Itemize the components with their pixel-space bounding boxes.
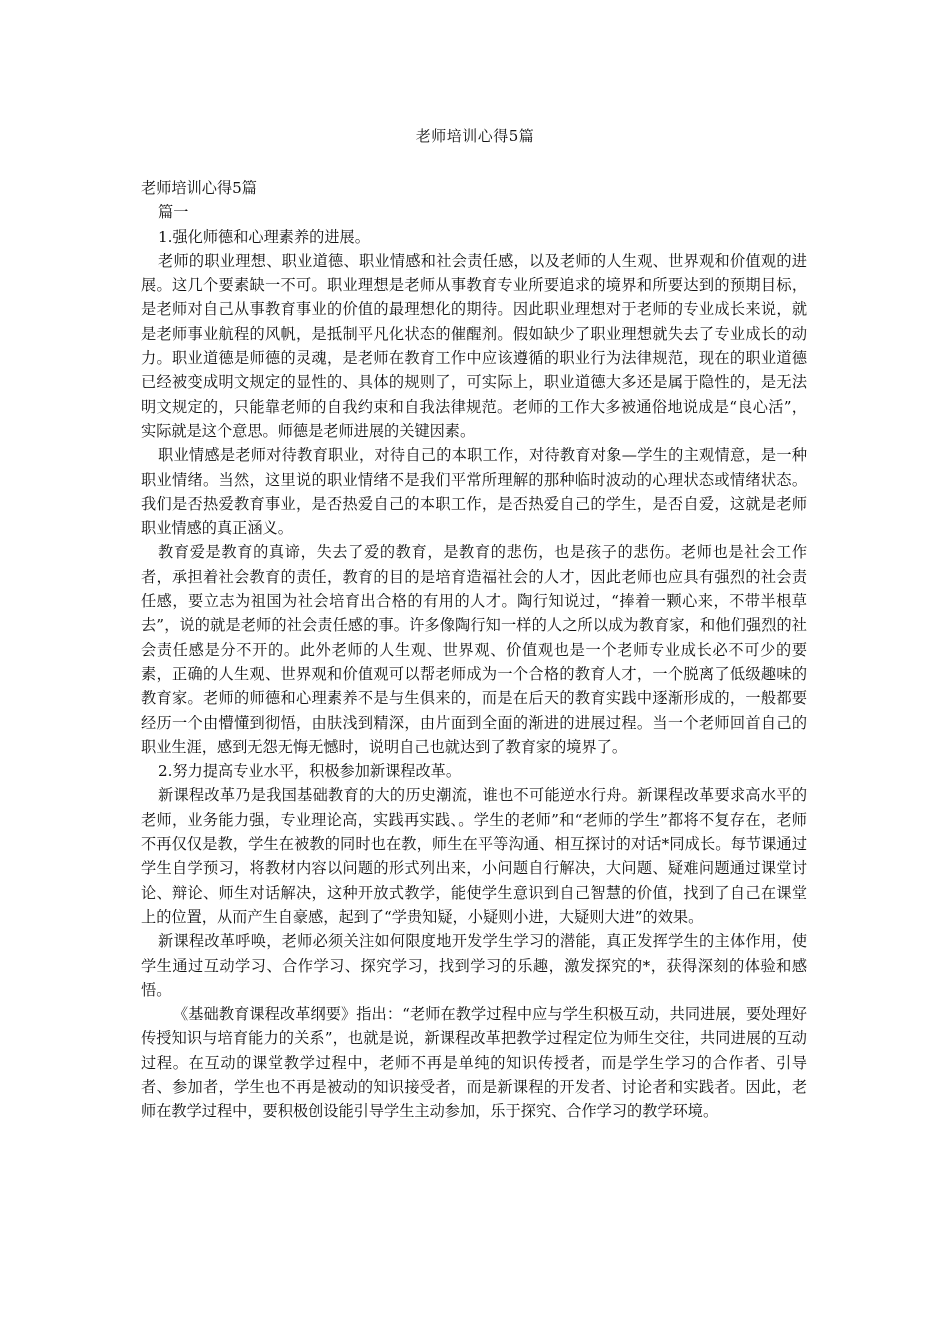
- document-title: 老师培训心得5篇: [415, 127, 535, 145]
- document-body: [141, 176, 807, 1124]
- document-heading: 老师培训心得5篇: [141, 179, 257, 197]
- subheading-1: 1.强化师德和心理素养的进展。: [158, 227, 370, 246]
- section-label: 篇一: [158, 203, 189, 222]
- paragraph-6: 《基础教育课程改革纲要》指出：“老师在教学过程中应与学生积极互动，共同进展，要处理好传授知识与培育能力的关系”，也就是说，新课程改革把教学过程定位为师生交往，共同进展的互动过程。在互动的课堂教学过程中，老师不再是单纯的知识传授者，而是学生学习的合作者、引导者、参加者，学生也不再是被动的知识接受者，而是新课程的开发者、讨论者和实践者。因此，老师在教学过程中，要积极创设能引导学生主动参加，乐于探究、合作学习的教学环境。: [141, 1005, 807, 1121]
- subheading-2: 2.努力提高专业水平，积极参加新课程改革。: [158, 762, 462, 781]
- paragraph-5: 新课程改革呼唤，老师必须关注如何限度地开发学生学习的潜能，真正发挥学生的主体作用，使学生通过互动学习、合作学习、探究学习，找到学习的乐趣，激发探究的*，获得深刻的体验和感悟。: [141, 932, 807, 999]
- paragraph-1: 老师的职业理想、职业道德、职业情感和社会责任感，以及老师的人生观、世界观和价值观的进展。这几个要素缺一不可。职业理想是老师从事教育专业所要追求的境界和所要达到的预期目标，是老师对自己从事教育事业的价值的最理想化的期待。因此职业理想对于老师的专业成长来说，就是老师事业航程的风帆，是抵制平凡化状态的催醒剂。假如缺少了职业理想就失去了专业成长的动力。职业道德是师德的灵魂，是老师在教育工作中应该遵循的职业行为法律规范，现在的职业道德已经被变成明文规定的显性的、具体的规则了，可实际上，职业道德大多还是属于隐性的，是无法明文规定的，只能靠老师的自我约束和自我法律规范。老师的工作大多被通俗地说成是“良心活”，实际就是这个意思。师德是老师进展的关键因素。: [141, 251, 807, 440]
- paragraph-3: 教育爱是教育的真谛，失去了爱的教育，是教育的悲伤，也是孩子的悲伤。老师也是社会工作者，承担着社会教育的责任，教育的目的是培育造福社会的人才，因此老师也应具有强烈的社会责任感，要立志为祖国为社会培育出合格的有用的人才。陶行知说过，“捧着一颗心来，不带半根草去”，说的就是老师的社会责任感的事。许多像陶行知一样的人之所以成为教育家，和他们强烈的社会责任感是分不开的。此外老师的人生观、世界观、价值观也是一个老师专业成长必不可少的要素，正确的人生观、世界观和价值观可以帮老师成为一个合格的教育人才，一个脱离了低级趣味的教育家。老师的师德和心理素养不是与生俱来的，而是在后天的教育实践中逐渐形成的，一般都要经历一个由懵懂到彻悟，由肤浅到精深，由片面到全面的渐进的进展过程。当一个老师回首自己的职业生涯，感到无怨无悔无憾时，说明自己也就达到了教育家的境界了。: [141, 543, 807, 756]
- paragraph-4: 新课程改革乃是我国基础教育的大的历史潮流，谁也不可能逆水行舟。新课程改革要求高水平的老师，业务能力强，专业理论高，实践再实践、。学生的老师”和“老师的学生”都将不复存在，老师不再仅仅是教，学生在被教的同时也在教，师生在平等沟通、相互探讨的对话*同成长。每节课通过学生自学预习，将教材内容以问题的形式列出来，小问题自行解决，大问题、疑难问题通过课堂讨论、辩论、师生对话解决，这种开放式教学，能使学生意识到自己智慧的价值，找到了自己在课堂上的位置，从而产生自豪感，起到了“学贵知疑，小疑则小进，大疑则大进”的效果。: [141, 786, 807, 926]
- paragraph-2: 职业情感是老师对待教育职业，对待自己的本职工作，对待教育对象—学生的主观情意，是一种职业情绪。当然，这里说的职业情绪不是我们平常所理解的那种临时波动的心理状态或情绪状态。我们是否热爱教育事业，是否热爱自己的本职工作，是否热爱自己的学生，是否自爱，这就是老师职业情感的真正涵义。: [141, 446, 807, 538]
